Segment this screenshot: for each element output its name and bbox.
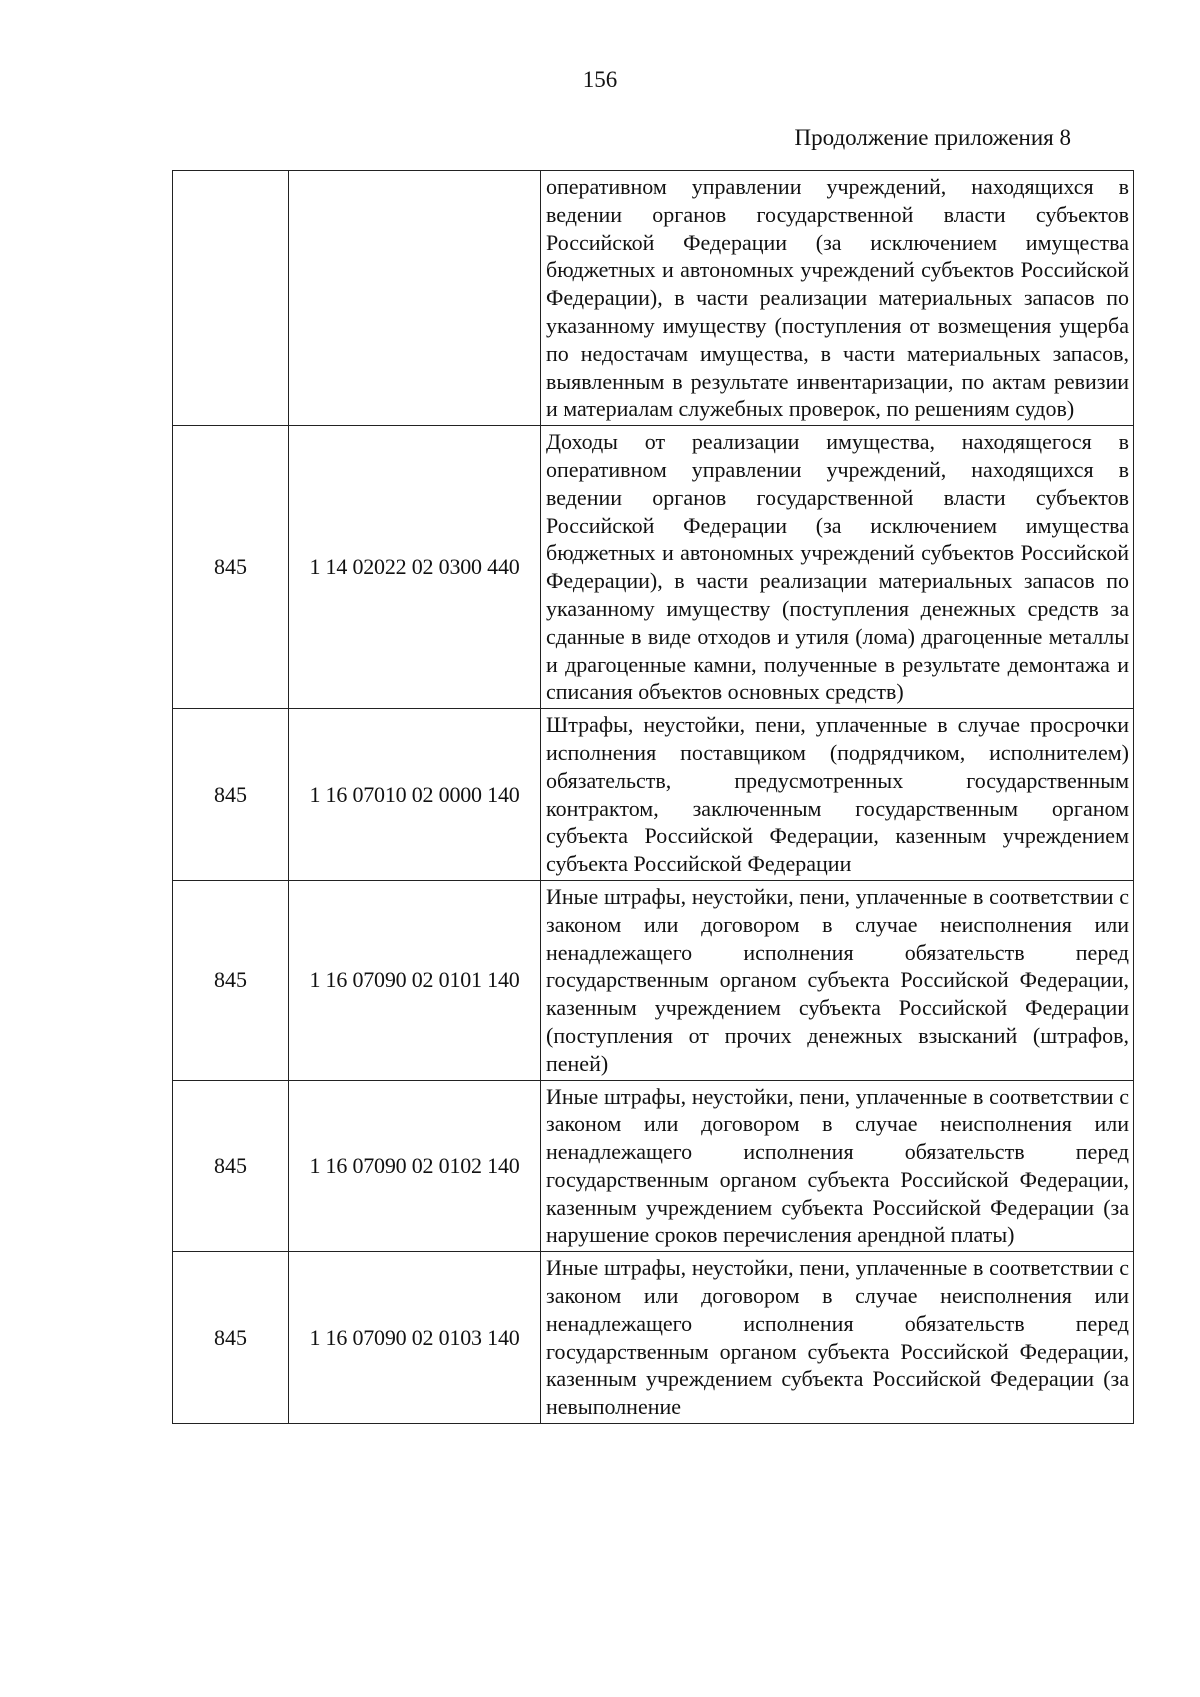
- description-text: Иные штрафы, неустойки, пени, уплаченные в соответствии с законом или договором в случае неисполнения или ненадлежащего исполнения обязательств перед государственным органом субъекта Российской Федерации, казенным учреждением субъекта Российской Федерации (за невыполнение: [546, 1255, 1129, 1420]
- description-cell: [541, 1080, 1134, 1252]
- description-cell: [541, 1252, 1134, 1424]
- description-text: оперативном управлении учреждений, находящихся в ведении органов государственной власти субъектов Российской Федерации (за исключением имущества бюджетных и автономных учреждений субъектов Российской Федерации), в части реализации материальных запасов по указанному имуществу (поступления от возмещения ущерба по недостачам имущества, в части материальных запасов, выявленным в результате инвентаризации, по актам ревизии и материалам служебных проверок, по решениям судов): [546, 174, 1129, 422]
- description-text: Иные штрафы, неустойки, пени, уплаченные в соответствии с законом или договором в случае неисполнения или ненадлежащего исполнения обязательств перед государственным органом субъекта Российской Федерации, казенным учреждением субъекта Российской Федерации (за нарушение сроков перечисления арендной платы): [546, 1083, 1129, 1248]
- revenue-codes-table: [172, 170, 1134, 1424]
- description-text: Штрафы, неустойки, пени, уплаченные в случае просрочки исполнения поставщиком (подрядчиком, исполнителем) обязательств, предусмотренных государственным контрактом, заключенным государственным органом субъекта Российской Федерации, казенным учреждением субъекта Российской Федерации: [546, 712, 1129, 877]
- appendix-caption: Продолжение приложения 8: [794, 125, 1071, 150]
- admin-code-cell: [173, 171, 289, 426]
- table-row: [173, 426, 1134, 709]
- table-row: [173, 709, 1134, 881]
- table-row: [173, 1252, 1134, 1424]
- admin-code-cell: 845: [173, 1252, 289, 1424]
- table-row: [173, 1080, 1134, 1252]
- table-row: [173, 880, 1134, 1080]
- kbk-code-cell: 1 14 02022 02 0300 440: [289, 426, 541, 709]
- table-row: [173, 171, 1134, 426]
- admin-code-cell: 845: [173, 709, 289, 881]
- kbk-code-cell: [289, 171, 541, 426]
- page-number: 156: [582, 67, 618, 92]
- admin-code-cell: 845: [173, 426, 289, 709]
- description-cell: [541, 426, 1134, 709]
- description-cell: [541, 171, 1134, 426]
- kbk-code-cell: 1 16 07090 02 0102 140: [289, 1080, 541, 1252]
- description-text: Иные штрафы, неустойки, пени, уплаченные в соответствии с законом или договором в случае неисполнения или ненадлежащего исполнения обязательств перед государственным органом субъекта Российской Федерации, казенным учреждением субъекта Российской Федерации (поступления от прочих денежных взысканий (штрафов, пеней): [546, 883, 1129, 1076]
- description-cell: [541, 880, 1134, 1080]
- kbk-code-cell: 1 16 07010 02 0000 140: [289, 709, 541, 881]
- admin-code-cell: 845: [173, 880, 289, 1080]
- admin-code-cell: 845: [173, 1080, 289, 1252]
- description-cell: [541, 709, 1134, 881]
- kbk-code-cell: 1 16 07090 02 0103 140: [289, 1252, 541, 1424]
- kbk-code-cell: 1 16 07090 02 0101 140: [289, 880, 541, 1080]
- description-text: Доходы от реализации имущества, находящегося в оперативном управлении учреждений, находящихся в ведении органов государственной власти субъектов Российской Федерации (за исключением имущества бюджетных и автономных учреждений субъектов Российской Федерации), в части реализации материальных запасов по указанному имуществу (поступления денежных средств за сданные в виде отходов и утиля (лома) драгоценные металлы и драгоценные камни, полученные в результате демонтажа и списания объектов основных средств): [546, 429, 1129, 705]
